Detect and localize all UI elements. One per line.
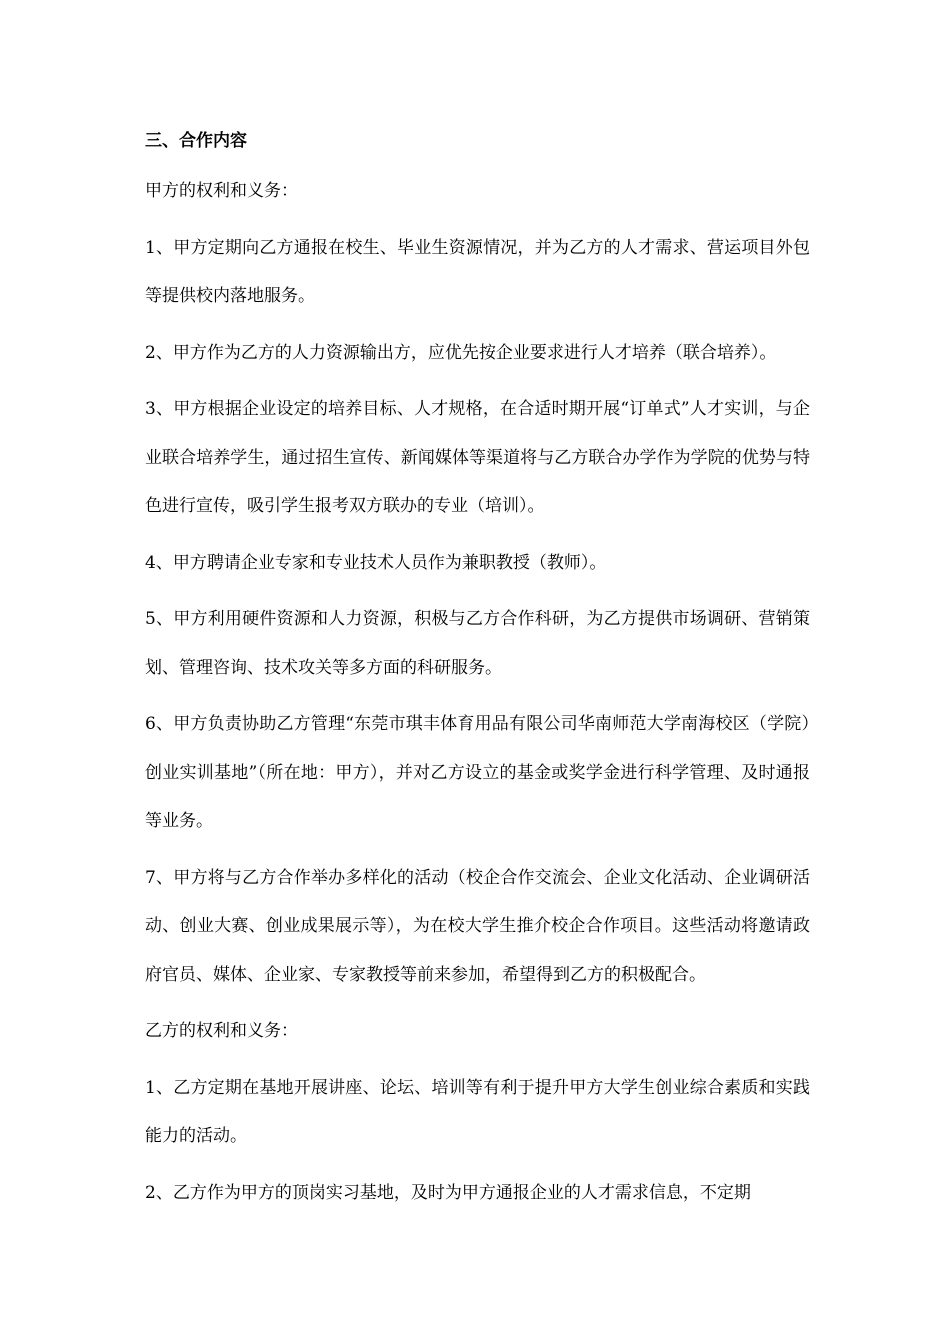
party-a-item-3: 3、甲方根据企业设定的培养目标、人才规格，在合适时期开展“订单式”人才实训，与企业联合培养学生，通过招生宣传、新闻媒体等渠道将与乙方联合办学作为学院的优势与特色进行宣传，吸引学生报考双方联办的专业（培训）。 [145, 399, 810, 516]
party-b-item-2: 2、乙方作为甲方的顶岗实习基地，及时为甲方通报企业的人才需求信息，不定期 [145, 1182, 751, 1203]
party-a-item-7: 7、甲方将与乙方合作举办多样化的活动（校企合作交流会、企业文化活动、企业调研活动、创业大赛、创业成果展示等），为在校大学生推介校企合作项目。这些活动将邀请政府官员、媒体、企业家、专家教授等前来参加，希望得到乙方的积极配合。 [145, 867, 810, 985]
section-heading: 三、合作内容 [145, 131, 247, 151]
party-b-title: 乙方的权利和义务： [145, 1021, 298, 1041]
document-page [145, 121, 810, 1217]
party-a-item-6: 6、甲方负责协助乙方管理“东莞市琪丰体育用品有限公司华南师范大学南海校区（学院）创业实训基地”（所在地：甲方），并对乙方设立的基金或奖学金进行科学管理、及时通报等业务。 [145, 714, 810, 831]
party-a-item-2: 2、甲方作为乙方的人力资源输出方，应优先按企业要求进行人才培养（联合培养）。 [145, 342, 777, 363]
party-a-item-1: 1、甲方定期向乙方通报在校生、毕业生资源情况，并为乙方的人才需求、营运项目外包等提供校内落地服务。 [145, 237, 810, 306]
party-a-item-5: 5、甲方利用硬件资源和人力资源，积极与乙方合作科研，为乙方提供市场调研、营销策划、管理咨询、技术攻关等多方面的科研服务。 [145, 609, 810, 678]
party-b-item-1: 1、乙方定期在基地开展讲座、论坛、培训等有利于提升甲方大学生创业综合素质和实践能力的活动。 [145, 1077, 810, 1146]
party-a-item-4: 4、甲方聘请企业专家和专业技术人员作为兼职教授（教师）。 [145, 552, 607, 573]
party-a-title: 甲方的权利和义务： [145, 181, 298, 201]
